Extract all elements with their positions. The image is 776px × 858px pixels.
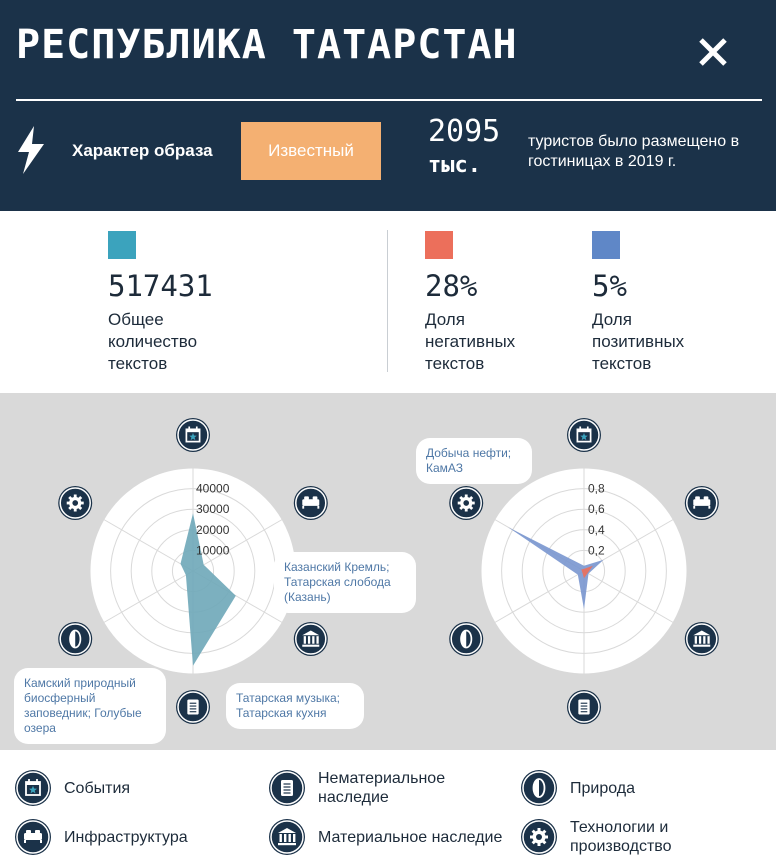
stat-total-swatch	[108, 231, 136, 259]
leaf-icon	[520, 769, 558, 807]
stat-negative-swatch	[425, 231, 453, 259]
radar-tick-label: 0,4	[588, 522, 605, 537]
legend-intangible	[268, 769, 468, 807]
radar-tick-label: 0,6	[588, 502, 605, 517]
stat-negative-value: 28%	[425, 269, 478, 303]
header	[0, 0, 776, 211]
columns-icon	[685, 622, 719, 656]
scroll-icon	[176, 690, 210, 724]
stat-total-label: Общее количество текстов	[108, 310, 198, 373]
stat-total-value: 517431	[108, 269, 213, 303]
leaf-icon	[58, 622, 92, 656]
legend-nature-label: Природа	[570, 779, 636, 797]
radar-tick-label: 0,8	[588, 481, 605, 496]
stat-total	[108, 231, 228, 375]
legend-technology	[520, 818, 720, 856]
stat-positive-swatch	[592, 231, 620, 259]
legend-material	[268, 818, 502, 856]
tourists-description: туристов было размещено в гостиницах в 2019 г.	[528, 133, 740, 170]
stat-positive-label: Доля позитивных текстов	[592, 310, 685, 373]
callout-nature: Камский природный биосферный заповедник; Голубые озера	[14, 668, 166, 744]
stat-positive-value: 5%	[592, 269, 627, 303]
character-badge: Известный	[241, 122, 381, 180]
gear-icon	[58, 486, 92, 520]
header-divider	[16, 99, 762, 101]
stat-negative	[425, 231, 545, 375]
legend-infrastructure	[14, 818, 188, 856]
callout-intangible: Татарская музыка; Татарская кухня	[226, 683, 364, 729]
radar-tick-label: 0,2	[588, 543, 605, 558]
radar-tick-label: 20000	[196, 522, 230, 537]
page-title: РЕСПУБЛИКА ТАТАРСТАН	[16, 22, 518, 68]
character-label: Характер образа	[72, 141, 213, 160]
bed-icon	[294, 486, 328, 520]
close-icon[interactable]	[693, 32, 733, 72]
callout-material: Казанский Кремль; Татарская слобода (Казань)	[274, 552, 416, 613]
scroll-icon	[567, 690, 601, 724]
legend-material-label: Материальное наследие	[318, 828, 503, 846]
bed-icon	[685, 486, 719, 520]
radar-tick-label: 10000	[196, 543, 230, 558]
stats-divider	[387, 230, 388, 372]
scroll-icon	[268, 769, 306, 807]
legend-nature	[520, 769, 635, 807]
legend-technology-label: Технологии и производство	[570, 819, 672, 855]
legend-events-label: События	[64, 779, 131, 797]
stats-panel	[0, 211, 776, 393]
legend-infrastructure-label: Инфраструктура	[64, 828, 188, 846]
columns-icon	[294, 622, 328, 656]
tourists-number: 2095	[428, 114, 501, 149]
radar-tick-label: 30000	[196, 502, 230, 517]
tourists-unit: тыс.	[428, 153, 481, 178]
lightning-icon	[14, 124, 48, 176]
stat-positive	[592, 231, 712, 375]
columns-icon	[268, 818, 306, 856]
gear-icon	[449, 486, 483, 520]
calendar-star-icon	[14, 769, 52, 807]
gear-icon	[520, 818, 558, 856]
legend-intangible-label: Нематериальное наследие	[318, 770, 446, 806]
radar-tick-label: 40000	[196, 481, 230, 496]
leaf-icon	[449, 622, 483, 656]
legend	[0, 750, 776, 858]
bed-icon	[14, 818, 52, 856]
legend-events	[14, 769, 130, 807]
stat-negative-label: Доля негативных текстов	[425, 310, 516, 373]
calendar-star-icon	[567, 418, 601, 452]
callout-technology: Добыча нефти; КамАЗ	[416, 438, 532, 484]
calendar-star-icon	[176, 418, 210, 452]
